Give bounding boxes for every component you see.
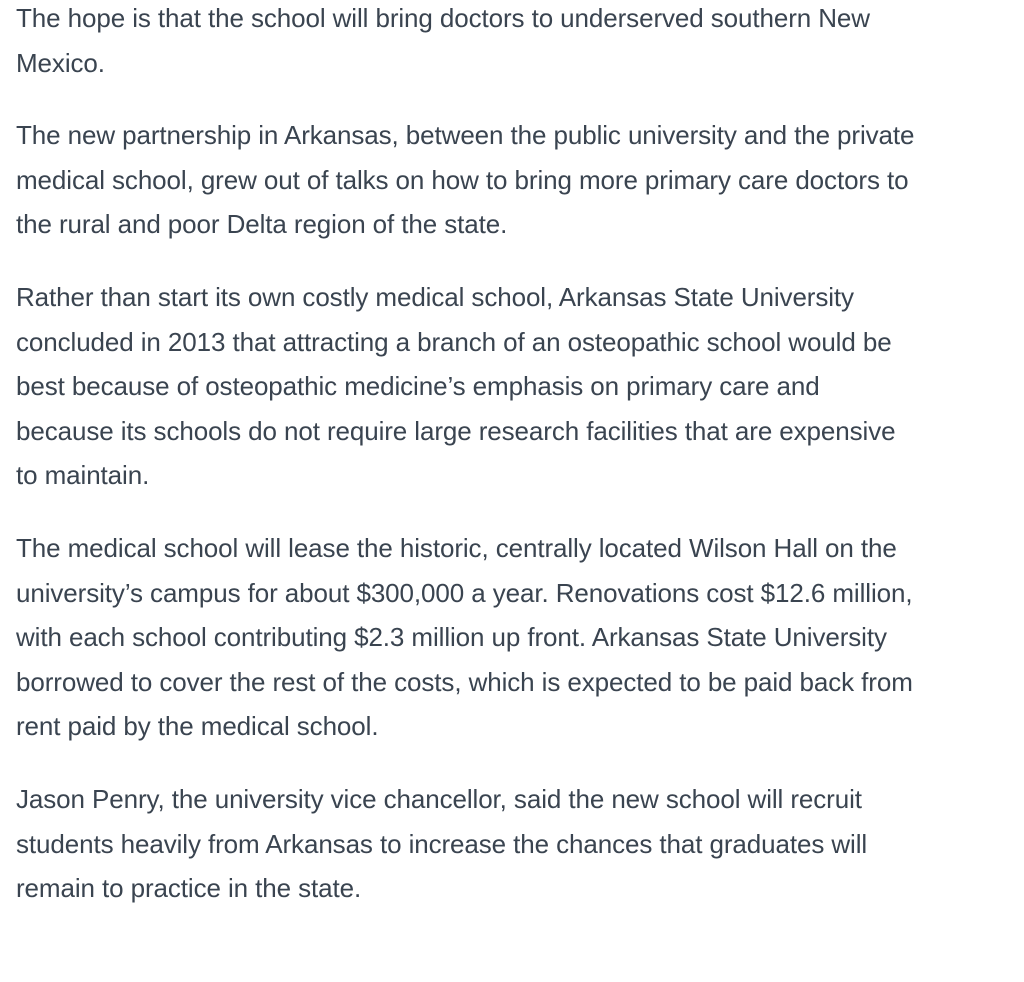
article-paragraph: The hope is that the school will bring doctors to underserved southern New Mexico.	[16, 3, 870, 78]
article-paragraph: Jason Penry, the university vice chancellor, said the new school will recruit students heavily from Arkansas to increase the chances that graduates will remain to practice in the state.	[16, 783, 868, 904]
article-paragraph: Rather than start its own costly medical school, Arkansas State University concluded in 2013 that attracting a branch of an osteopathic school would be best because of osteopathic medicine’s emphasis on primary care and because its schools do not require large research facilities that are expensive to maintain.	[16, 281, 896, 491]
article-paragraph: The medical school will lease the historic, centrally located Wilson Hall on the university’s campus for about $300,000 a year. Renovations cost $12.6 million, with each school contributing $2.3 million up front. Arkansas State University borrowed to cover the rest of the costs, which is expected to be paid back from rent paid by the medical school.	[16, 532, 913, 742]
article-paragraph: The new partnership in Arkansas, between the public university and the private medical school, grew out of talks on how to bring more primary care doctors to the rural and poor Delta region of the state.	[16, 120, 915, 240]
